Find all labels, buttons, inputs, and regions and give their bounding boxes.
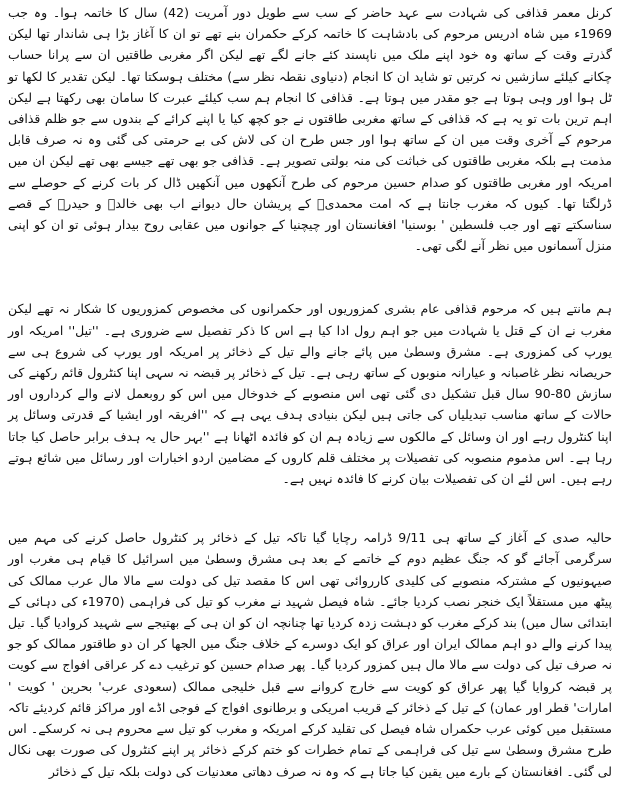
- paragraph-1: کرنل معمر قذافی کی شہادت سے عہد حاضر کے سب سے طویل دور آمریت (42) سال کا خاتمہ ہوا۔ وہ جب 1969ء میں شاہ ادریس مرحوم کی بادشاہت کا خاتمہ کرکے حکمران بنے تھے تو ان کا آغاز بڑا ہی شاندار تھا لیکن گذرتے وقت کے ساتھ وہ خود اپنے ملک میں ناپسند کئے جانے لگے تھے لیکن اگر مغربی طاقتیں ان سے پرانا حساب چکانے کیلئے سازشیں نہ کرتیں تو شاید ان کا انجام (دنیاوی نقطہ نظر سے) مختلف ہوسکتا تھا۔ لیکن تقدیر کا لکھا تو ٹل ہوا اور وہی ہوتا ہے جو مقدر میں ہوتا ہے۔ قذافی کا انجام ہم سب کیلئے عبرت کا سامان بھی رکھتا ہے لیکن اہم ترین بات تو یہ ہے کہ قذافی کے ساتھ مغربی طاقتوں نے جو کچھ کیا یا اپنے کرائے کے بندوں سے جو ظلم قذافی مرحوم کے آخری وقت میں ان کے ساتھ ہوا اور جس طرح ان کی لاش کی بے حرمتی کی گئی وہ نہ صرف قابل مذمت ہے بلکہ مغربی طاقتوں کی خباثت کی منہ بولتی تصویر ہے۔ قذافی جو بھی تھے جیسے بھی تھے لیکن ان میں امریکہ اور مغربی طاقتوں کو صدام حسین مرحوم کی طرح آنکھوں میں آنکھیں ڈال کر بات کرنے کے حوصلے سے ڈرلگتا تھا۔ کیوں کہ مغرب جانتا ہے کہ امت محمدیؐ کے پریشان حال دیوانے اب بھی خالدؓ و حیدرؓ کے قصے سناسکتے تھے اور جب فلسطین ' بوسنیا' افغانستان اور چیچنیا کے جوانوں میں عقابی روح بیدار ہوئی تو ان کو اپنی منزل آسمانوں میں نظر آنے لگی تھی۔: [8, 5, 612, 254]
- paragraph-2: ہم مانتے ہیں کہ مرحوم قذافی عام بشری کمزوریوں اور حکمرانوں کی مخصوص کمزوریوں کا شکار نہ تھے لیکن مغرب نے ان کے قتل یا شہادت میں جو اہم رول ادا کیا ہے اس کا ذکر تفصیل سے ضروری ہے۔ ''تیل'' امریکہ اور یورپ کی کمزوری ہے۔ مشرق وسطیٰ میں پائے جانے والے تیل کے ذخائر پر امریکہ اور یورپ کی شروع ہی سے حریصانہ نظر غاصبانہ و عیارانہ منوبوں کے ساتھ رہی ہے۔ تیل کے ذخائر پر قبضہ نہ سہی اپنا کنٹرول قائم رکھنے کی سازش 80-90 سال قبل تشکیل دی گئی تھی اس منصوبے کے خدوخال میں اس کو روبعمل لانے والے کرداروں اور حالات کے ساتھ مناسب تبدیلیاں کی جاتی ہیں لیکن بنیادی ہدف یہی ہے کہ ''افریقہ اور ایشیا کے قدرتی وسائل پر اپنا کنٹرول رہے اور ان وسائل کے مالکوں سے زیادہ ہم ان کو فائدہ اٹھانا ہے ''بہر حال یہ ہدف برابر حاصل کیا جاتا رہا ہے۔ اس مذموم منصوبہ کی تفصیلات پر مختلف قلم کاروں کے مضامین اردو اخبارات اور رسائل میں شائع ہوتے رہے ہیں۔ اس لئے ان کی تفصیلات بیان کرنے کا فائدہ نہیں ہے۔: [8, 301, 612, 487]
- paragraph-3: حالیہ صدی کے آغاز کے ساتھ ہی 9/11 ڈرامہ رچایا گیا تاکہ تیل کے ذخائر پر کنٹرول حاصل کرنے کی مہم میں سرگرمی آجائے گو کہ جنگ عظیم دوم کے خاتمے کے بعد ہی مشرق وسطیٰ میں اسرائیل کا قیام ہی مغرب اور صیہونیوں کے مشترکہ منصوبے کی کلیدی کارروائی تھی اس کا مقصد تیل کی دولت سے مالا مال عرب ممالک کی پیٹھ میں مستقلاً ایک خنجر نصب کردیا جائے۔ شاہ فیصل شہید نے مغرب کو تیل کی فراہمی (1970ء کی دہائی کے ابتدائی سال میں) بند کرکے مغرب کو دہشت زدہ کردیا تھا چنانچہ ان کو ان ہی کے بھتیجے سے شہید کروادیا گیا۔ تیل پیدا کرنے والے دو اہم ممالک ایران اور عراق کو ایک دوسرے کے خلاف جنگ میں الجھا کر ان دو طاقتور ممالک کو جو نہ صرف تیل کی دولت سے مالا مال ہیں کمزور کردیا گیا۔ پھر صدام حسین کو ترغیب دے کر عراقی افواج سے کویت پر قبضہ کروایا گیا پھر عراق کو کویت سے خارج کروانے سے قبل خلیجی ممالک (سعودی عرب' بحرین ' کویت ' امارات' قطر اور عمان) کے تیل کے ذخائر کے قریب امریکی و برطانوی افواج کے فوجی اڈے اور مراکز قائم کردیئے تاکہ مستقبل میں کوئی عرب حکمراں شاہ فیصل کی تقلید کرکے امریکہ و مغرب کو تیل سے محروم ہی نہ کرسکے۔ اس طرح مشرق وسطیٰ سے تیل کی فراہمی کے تمام خطرات کو ختم کرکے ذخائر پر اپنے کنٹرول کی صورت بھی نکال لی گئی۔ افغانستان کے بارے میں یقین کیا جاتا ہے کہ وہ نہ صرف دھاتی معدنیات کی دولت بلکہ تیل کے ذخائر: [8, 530, 612, 779]
